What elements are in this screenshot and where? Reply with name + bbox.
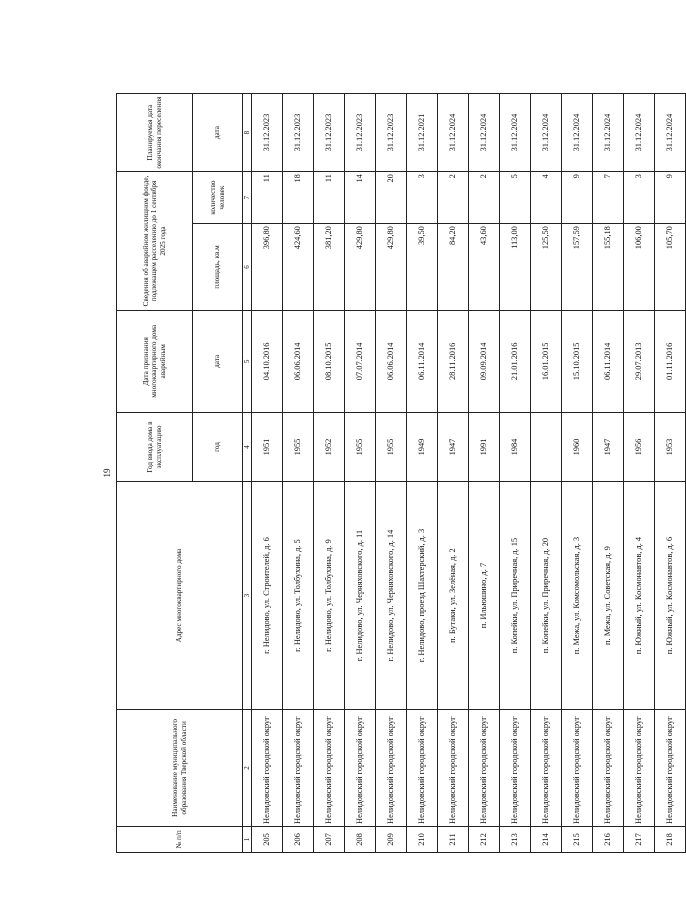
rotated-content bbox=[102, 93, 675, 853]
year-cell: 1955 bbox=[283, 412, 314, 481]
year-cell: 1951 bbox=[252, 412, 283, 481]
planned-date-cell: 31.12.2021 bbox=[407, 94, 438, 172]
year-cell: 1947 bbox=[438, 412, 469, 481]
people-cell: 2 bbox=[469, 172, 500, 224]
address-cell: п. Южный, ул. Космонавтов, д. 6 bbox=[655, 482, 686, 710]
people-cell: 20 bbox=[376, 172, 407, 224]
table-row bbox=[252, 94, 283, 853]
people-cell: 4 bbox=[531, 172, 562, 224]
row-number: 207 bbox=[314, 826, 345, 852]
area-cell: 157,59 bbox=[562, 224, 593, 311]
row-number: 213 bbox=[500, 826, 531, 852]
municipality-cell: Нелидовский городской округ bbox=[562, 709, 593, 826]
emergency-housing-table bbox=[116, 93, 686, 853]
planned-date-cell: 31.12.2023 bbox=[252, 94, 283, 172]
header-address: Адрес многоквартирного дома bbox=[117, 482, 243, 710]
planned-date-cell: 31.12.2023 bbox=[283, 94, 314, 172]
area-cell: 381,20 bbox=[314, 224, 345, 311]
planned-date-cell: 31.12.2024 bbox=[438, 94, 469, 172]
address-cell: п. Межа, ул. Советская, д. 9 bbox=[593, 482, 624, 710]
address-cell: п. Копейки, ул. Приречная, д. 15 bbox=[500, 482, 531, 710]
area-cell: 155,18 bbox=[593, 224, 624, 311]
municipality-cell: Нелидовский городской округ bbox=[593, 709, 624, 826]
emergency-date-cell: 08.10.2015 bbox=[314, 310, 345, 412]
people-cell: 9 bbox=[655, 172, 686, 224]
table-row bbox=[593, 94, 624, 853]
municipality-cell: Нелидовский городской округ bbox=[655, 709, 686, 826]
year-cell: 1953 bbox=[655, 412, 686, 481]
planned-date-cell: 31.12.2024 bbox=[593, 94, 624, 172]
address-cell: г. Нелидово, проезд Шахтерский, д. 3 bbox=[407, 482, 438, 710]
column-index: 1 bbox=[243, 826, 252, 852]
address-cell: п. Межа, ул. Комсомольская, д. 3 bbox=[562, 482, 593, 710]
column-index: 5 bbox=[243, 310, 252, 412]
year-cell: 1952 bbox=[314, 412, 345, 481]
table-row bbox=[314, 94, 345, 853]
area-cell: 84,20 bbox=[438, 224, 469, 311]
planned-date-cell: 31.12.2024 bbox=[469, 94, 500, 172]
address-cell: г. Нелидово, ул. Толбухина, д. 9 bbox=[314, 482, 345, 710]
emergency-date-cell: 15.10.2015 bbox=[562, 310, 593, 412]
planned-date-cell: 31.12.2024 bbox=[562, 94, 593, 172]
table-row bbox=[655, 94, 686, 853]
year-cell bbox=[531, 412, 562, 481]
row-number: 214 bbox=[531, 826, 562, 852]
municipality-cell: Нелидовский городской округ bbox=[624, 709, 655, 826]
header-housing-info: Сведения об аварийном жилищном фонде, подлежащем расселению до 1 сентября 2025 года bbox=[117, 172, 193, 311]
column-index: 7 bbox=[243, 172, 252, 224]
emergency-date-cell: 09.09.2014 bbox=[469, 310, 500, 412]
table-row bbox=[376, 94, 407, 853]
table-row bbox=[500, 94, 531, 853]
municipality-cell: Нелидовский городской округ bbox=[531, 709, 562, 826]
header-number: № п/п bbox=[117, 826, 243, 852]
area-cell: 396,80 bbox=[252, 224, 283, 311]
municipality-cell: Нелидовский городской округ bbox=[283, 709, 314, 826]
year-cell: 1947 bbox=[593, 412, 624, 481]
header-year: Год ввода дома в эксплуатацию bbox=[117, 412, 193, 481]
municipality-cell: Нелидовский городской округ bbox=[438, 709, 469, 826]
emergency-date-cell: 06.06.2014 bbox=[283, 310, 314, 412]
year-cell: 1984 bbox=[500, 412, 531, 481]
emergency-date-cell: 06.11.2014 bbox=[593, 310, 624, 412]
table-body bbox=[252, 94, 686, 853]
row-number: 215 bbox=[562, 826, 593, 852]
municipality-cell: Нелидовский городской округ bbox=[500, 709, 531, 826]
row-number: 217 bbox=[624, 826, 655, 852]
area-cell: 429,80 bbox=[345, 224, 376, 311]
address-cell: г. Нелидово, ул. Черняховского, д. 11 bbox=[345, 482, 376, 710]
area-cell: 429,80 bbox=[376, 224, 407, 311]
municipality-cell: Нелидовский городской округ bbox=[376, 709, 407, 826]
table-row bbox=[531, 94, 562, 853]
row-number: 209 bbox=[376, 826, 407, 852]
table-row bbox=[438, 94, 469, 853]
people-cell: 7 bbox=[593, 172, 624, 224]
municipality-cell: Нелидовский городской округ bbox=[469, 709, 500, 826]
planned-date-cell: 31.12.2024 bbox=[624, 94, 655, 172]
year-cell: 1955 bbox=[345, 412, 376, 481]
header-planned-date: Планируемая дата окончания переселения bbox=[117, 94, 193, 172]
column-index: 8 bbox=[243, 94, 252, 172]
table-row bbox=[283, 94, 314, 853]
people-cell: 9 bbox=[562, 172, 593, 224]
municipality-cell: Нелидовский городской округ bbox=[345, 709, 376, 826]
table-row bbox=[407, 94, 438, 853]
year-cell: 1949 bbox=[407, 412, 438, 481]
people-cell: 3 bbox=[407, 172, 438, 224]
emergency-date-cell: 16.01.2015 bbox=[531, 310, 562, 412]
emergency-date-cell: 07.07.2014 bbox=[345, 310, 376, 412]
year-cell: 1960 bbox=[562, 412, 593, 481]
subheader-year: год bbox=[193, 412, 243, 481]
people-cell: 18 bbox=[283, 172, 314, 224]
planned-date-cell: 31.12.2024 bbox=[655, 94, 686, 172]
subheader-planned-date: дата bbox=[193, 94, 243, 172]
year-cell: 1956 bbox=[624, 412, 655, 481]
area-cell: 43,60 bbox=[469, 224, 500, 311]
table-row bbox=[624, 94, 655, 853]
row-number: 212 bbox=[469, 826, 500, 852]
municipality-cell: Нелидовский городской округ bbox=[252, 709, 283, 826]
municipality-cell: Нелидовский городской округ bbox=[407, 709, 438, 826]
area-cell: 424,60 bbox=[283, 224, 314, 311]
subheader-people: количество человек bbox=[193, 172, 243, 224]
address-cell: п. Копейки, ул. Приречная, д. 20 bbox=[531, 482, 562, 710]
planned-date-cell: 31.12.2024 bbox=[500, 94, 531, 172]
emergency-date-cell: 06.06.2014 bbox=[376, 310, 407, 412]
address-cell: г. Нелидово, ул. Черняховского, д. 14 bbox=[376, 482, 407, 710]
subheader-date: дата bbox=[193, 310, 243, 412]
address-cell: п. Бутаки, ул. Зелёная, д. 2 bbox=[438, 482, 469, 710]
page-number: 19 bbox=[102, 468, 112, 478]
row-number: 210 bbox=[407, 826, 438, 852]
planned-date-cell: 31.12.2023 bbox=[345, 94, 376, 172]
year-cell: 1955 bbox=[376, 412, 407, 481]
address-cell: п. Южный, ул. Космонавтов, д. 4 bbox=[624, 482, 655, 710]
header-municipality: Наименование муниципального образования Тверской области bbox=[117, 709, 243, 826]
table-row bbox=[469, 94, 500, 853]
emergency-date-cell: 06.11.2014 bbox=[407, 310, 438, 412]
area-cell: 39,50 bbox=[407, 224, 438, 311]
municipality-cell: Нелидовский городской округ bbox=[314, 709, 345, 826]
column-index-row bbox=[243, 94, 252, 853]
column-index: 3 bbox=[243, 482, 252, 710]
area-cell: 105,70 bbox=[655, 224, 686, 311]
subheader-area: площадь, кв.м bbox=[193, 224, 243, 311]
row-number: 205 bbox=[252, 826, 283, 852]
address-cell: г. Нелидово, ул. Толбухина, д. 5 bbox=[283, 482, 314, 710]
row-number: 216 bbox=[593, 826, 624, 852]
row-number: 208 bbox=[345, 826, 376, 852]
area-cell: 113,00 bbox=[500, 224, 531, 311]
table-row bbox=[562, 94, 593, 853]
row-number: 211 bbox=[438, 826, 469, 852]
header-row bbox=[117, 94, 193, 853]
people-cell: 11 bbox=[252, 172, 283, 224]
planned-date-cell: 31.12.2023 bbox=[314, 94, 345, 172]
header-emergency-date: Дата признания многоквартирного дома аварийным bbox=[117, 310, 193, 412]
column-index: 2 bbox=[243, 709, 252, 826]
column-index: 6 bbox=[243, 224, 252, 311]
emergency-date-cell: 01.11.2016 bbox=[655, 310, 686, 412]
planned-date-cell: 31.12.2023 bbox=[376, 94, 407, 172]
area-cell: 106,00 bbox=[624, 224, 655, 311]
year-cell: 1991 bbox=[469, 412, 500, 481]
row-number: 218 bbox=[655, 826, 686, 852]
people-cell: 2 bbox=[438, 172, 469, 224]
address-cell: п. Ильюшино, д. 7 bbox=[469, 482, 500, 710]
people-cell: 14 bbox=[345, 172, 376, 224]
area-cell: 125,50 bbox=[531, 224, 562, 311]
people-cell: 5 bbox=[500, 172, 531, 224]
emergency-date-cell: 28.11.2016 bbox=[438, 310, 469, 412]
emergency-date-cell: 04.10.2016 bbox=[252, 310, 283, 412]
row-number: 206 bbox=[283, 826, 314, 852]
emergency-date-cell: 29.07.2013 bbox=[624, 310, 655, 412]
people-cell: 11 bbox=[314, 172, 345, 224]
address-cell: г. Нелидово, ул. Строителей, д. 6 bbox=[252, 482, 283, 710]
table-row bbox=[345, 94, 376, 853]
planned-date-cell: 31.12.2024 bbox=[531, 94, 562, 172]
people-cell: 3 bbox=[624, 172, 655, 224]
column-index: 4 bbox=[243, 412, 252, 481]
emergency-date-cell: 21.01.2016 bbox=[500, 310, 531, 412]
